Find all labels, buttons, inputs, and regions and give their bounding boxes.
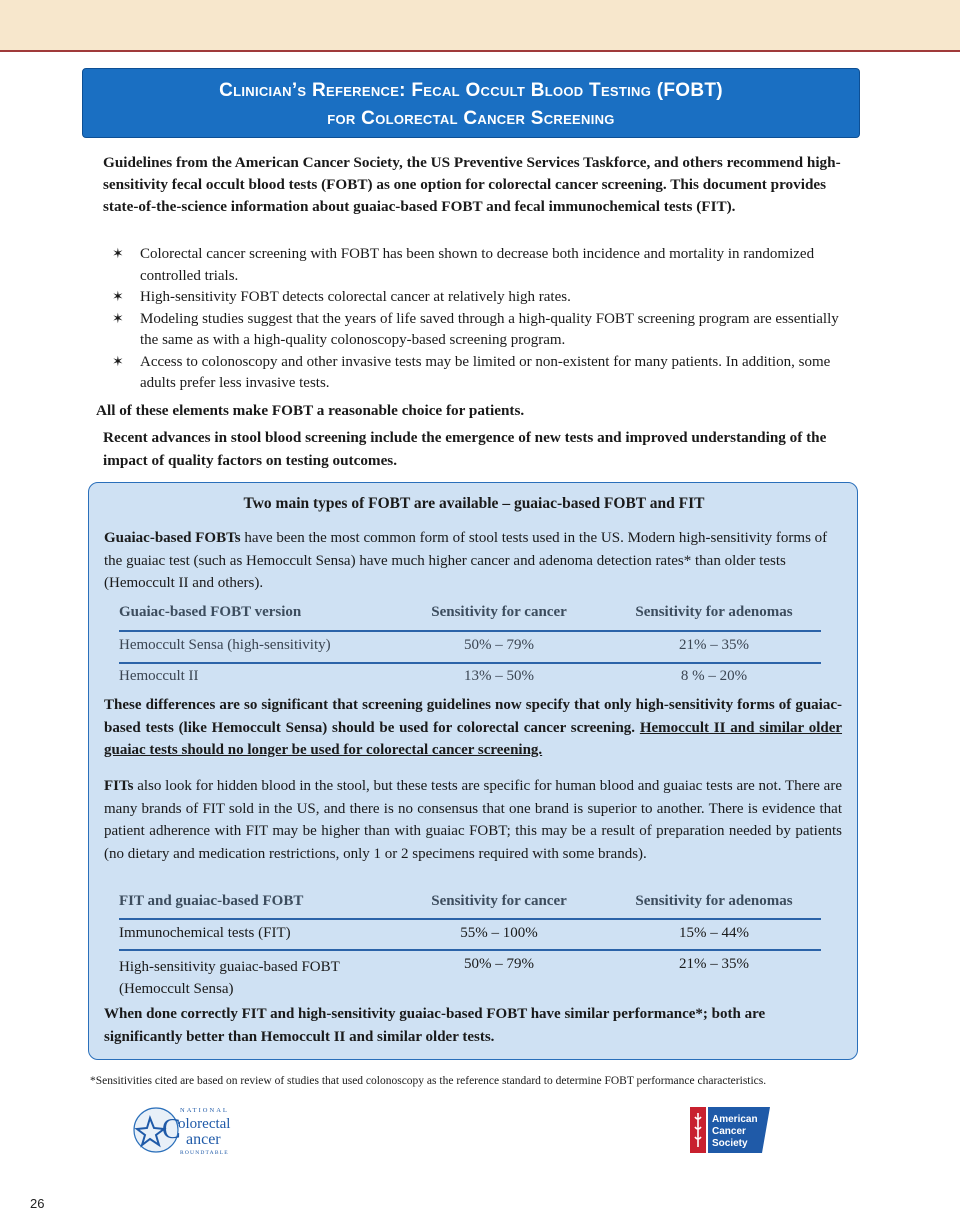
table-cell: 8 % – 20% bbox=[680, 668, 748, 684]
differences-paragraph bbox=[104, 694, 842, 762]
differences-underlined: Hemoccult II and similar older guaiac tests should no longer be used for colorectal cancer screening. bbox=[104, 719, 843, 758]
differences-text: These differences are so significant that screening guidelines now specify that only high-sensitivity forms of guaiac-based tests (like Hemoccult Sensa) should be used for colorectal cancer screening. bbox=[104, 697, 842, 736]
page-title bbox=[82, 68, 860, 138]
table-cell: 21% – 35% bbox=[679, 956, 749, 972]
table-rule bbox=[119, 949, 821, 951]
title-line-1: Clinician’s Reference: Fecal Occult Blood Testing (FOBT) bbox=[219, 80, 723, 101]
svg-text:ROUNDTABLE: ROUNDTABLE bbox=[180, 1150, 229, 1156]
list-item bbox=[112, 352, 842, 395]
recent-advances-text: Recent advances in stool blood screening include the emergence of new tests and improved understanding of the impact of quality factors on testing outcomes. bbox=[103, 429, 827, 469]
fit-sensitivity-table-body-2 bbox=[119, 956, 821, 1002]
svg-text:ancer: ancer bbox=[186, 1131, 221, 1148]
table-cell: 55% – 100% bbox=[460, 925, 538, 941]
intro-paragraph: Guidelines from the American Cancer Society, the US Preventive Services Taskforce, and others recommend high-sensitivity fecal occult blood tests (FOBT) as one option for colorectal cancer screening. This document provides state-of-the-science information about guaiac-based FOBT and fecal immunochemical tests (FIT). bbox=[103, 154, 841, 216]
table-cell: Hemoccult Sensa (high-sensitivity) bbox=[119, 637, 331, 653]
guaiac-sensitivity-table-body bbox=[119, 637, 821, 663]
guaiac-sensitivity-table-body-2 bbox=[119, 668, 821, 694]
svg-text:olorectal: olorectal bbox=[178, 1116, 231, 1132]
bullet-text: High-sensitivity FOBT detects colorectal cancer at relatively high rates. bbox=[140, 289, 571, 305]
table-cell: 50% – 79% bbox=[464, 637, 534, 653]
table-cell: 21% – 35% bbox=[679, 637, 749, 653]
list-item bbox=[112, 287, 842, 309]
title-line-2: for Colorectal Cancer Screening bbox=[327, 108, 615, 129]
panel-heading: Two main types of FOBT are available – guaiac-based FOBT and FIT bbox=[243, 495, 705, 512]
conclusion-text: All of these elements make FOBT a reasonable choice for patients. bbox=[96, 402, 525, 419]
fit-sensitivity-table-body bbox=[119, 925, 821, 951]
table-header-cell: Sensitivity for adenomas bbox=[635, 604, 793, 620]
acs-logo bbox=[690, 1107, 770, 1153]
table-rule bbox=[119, 630, 821, 632]
bullet-text: Colorectal cancer screening with FOBT has been shown to decrease both incidence and mortality in randomized controlled trials. bbox=[140, 246, 815, 284]
top-decorative-band bbox=[0, 0, 960, 52]
table-header-cell: Sensitivity for cancer bbox=[431, 893, 567, 909]
guaiac-paragraph bbox=[104, 527, 842, 595]
nccrt-logo bbox=[132, 1102, 244, 1156]
table-header-row bbox=[119, 893, 821, 919]
fit-lead: FITs bbox=[104, 778, 134, 794]
page-number: 26 bbox=[30, 1196, 45, 1211]
guaiac-sensitivity-table bbox=[119, 604, 821, 630]
table-row bbox=[119, 956, 821, 1002]
bullet-text: Modeling studies suggest that the years of life saved through a high-quality FOBT screening program are essentially the same as with a high-quality colonoscopy-based screening program. bbox=[140, 310, 839, 348]
benefit-list bbox=[112, 244, 842, 395]
svg-text:Society: Society bbox=[712, 1138, 748, 1149]
svg-text:Cancer: Cancer bbox=[712, 1126, 746, 1137]
guaiac-lead: Guaiac-based FOBTs bbox=[104, 530, 241, 546]
closing-paragraph: When done correctly FIT and high-sensitivity guaiac-based FOBT have similar performance*; both are significantly better than Hemoccult II and similar older tests. bbox=[104, 1006, 766, 1045]
bullet-text: Access to colonoscopy and other invasive tests may be limited or non-existent for many patients. In addition, some adults prefer less invasive tests. bbox=[140, 353, 831, 391]
table-rule bbox=[119, 918, 821, 920]
table-cell: 50% – 79% bbox=[464, 956, 534, 972]
table-row bbox=[119, 637, 821, 663]
fit-text: also look for hidden blood in the stool, but these tests are specific for human blood and guaiac tests are not. There are many brands of FIT sold in the US, and there is no consensus that one brand is superior to another. There is evidence that patient adherence with FIT may be higher than with guaiac FOBT; this may be a result of preparation needed by patients (no dietary and medication restrictions, only 1 or 2 specimens required with some brands). bbox=[104, 778, 842, 862]
table-row bbox=[119, 925, 821, 951]
svg-text:NATIONAL: NATIONAL bbox=[180, 1107, 229, 1114]
svg-text:C: C bbox=[162, 1114, 181, 1145]
guaiac-text: have been the most common form of stool tests used in the US. Modern high-sensitivity forms of the guaiac test (such as Hemoccult Sensa) have much higher cancer and adenoma detection rates* than older tests (Hemoccult II and others). bbox=[104, 530, 828, 591]
table-header-row bbox=[119, 604, 821, 630]
fobt-types-panel bbox=[88, 482, 858, 1060]
star-bullet-icon: ✶ bbox=[112, 311, 124, 327]
table-cell: Immunochemical tests (FIT) bbox=[119, 925, 291, 941]
svg-text:American: American bbox=[712, 1114, 758, 1125]
star-bullet-icon: ✶ bbox=[112, 290, 124, 305]
table-header-cell: FIT and guaiac-based FOBT bbox=[119, 893, 304, 909]
table-header-cell: Guaiac-based FOBT version bbox=[119, 604, 302, 620]
list-item bbox=[112, 244, 842, 287]
list-item bbox=[112, 309, 842, 352]
table-cell: 15% – 44% bbox=[679, 925, 749, 941]
fit-sensitivity-table bbox=[119, 893, 821, 919]
table-cell: High-sensitivity guaiac-based FOBT (Hemoccult Sensa) bbox=[119, 959, 340, 997]
table-rule bbox=[119, 662, 821, 664]
table-header-cell: Sensitivity for cancer bbox=[431, 604, 567, 620]
star-bullet-icon: ✶ bbox=[112, 354, 124, 370]
fit-paragraph bbox=[104, 775, 842, 865]
footnote: *Sensitivities cited are based on review of studies that used colonoscopy as the reference standard to determine FOBT performance characteristics. bbox=[90, 1075, 767, 1087]
table-header-cell: Sensitivity for adenomas bbox=[635, 893, 793, 909]
table-cell: Hemoccult II bbox=[119, 668, 199, 684]
star-bullet-icon: ✶ bbox=[112, 247, 124, 262]
table-cell: 13% – 50% bbox=[464, 668, 534, 684]
table-row bbox=[119, 668, 821, 694]
